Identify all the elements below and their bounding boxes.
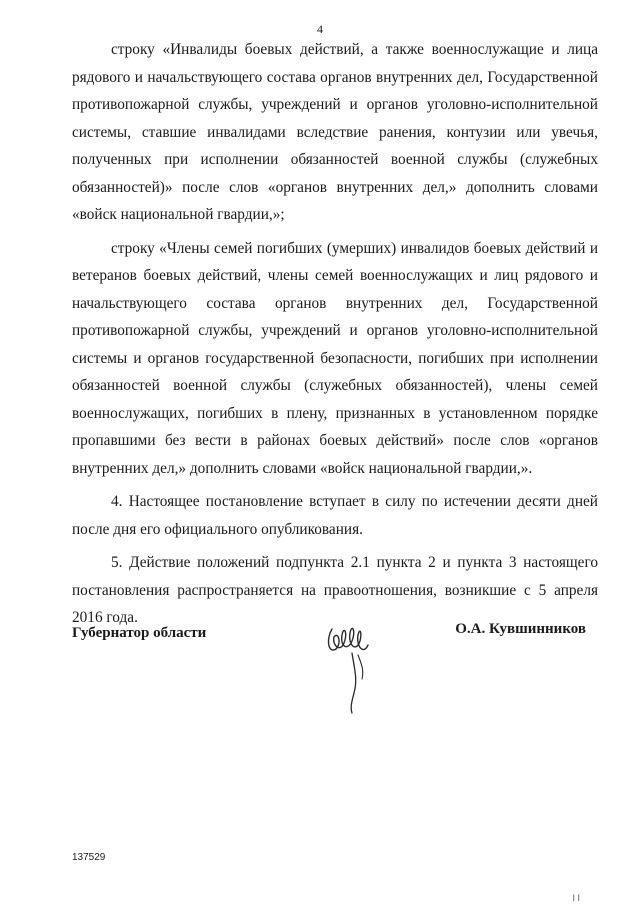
- document-body: [72, 36, 598, 638]
- paragraph-family-members: строку «Члены семей погибших (умерших) инвалидов боевых действий и ветеранов боевых действий, члены семей военнослужащих и лиц рядового и начальствующего состава органов внутренних дел, Государственной противопожарной службы, учреждений и органов уголовно-исполнительной системы и органов государственной безопасности, погибших при исполнении обязанностей военной службы (служебных обязанностей), члены семей военнослужащих, погибших в плену, признанных в установленном порядке пропавшими без вести в районах боевых действий» после слов «органов внутренних дел,» дополнить словами «войск национальной гвардии,».: [72, 239, 598, 477]
- signer-name: О.А. Кувшинников: [455, 621, 586, 637]
- page-number: 4: [317, 22, 323, 36]
- corner-marks: I I: [572, 893, 580, 903]
- document-code: 137529: [72, 852, 106, 863]
- paragraph-clause-4: 4. Настоящее постановление вступает в силу по истечении десяти дней после дня его официального опубликования.: [72, 493, 598, 538]
- handwritten-signature-icon: [322, 609, 382, 719]
- paragraph-disabled-veterans: строку «Инвалиды боевых действий, а также военнослужащие и лица рядового и начальствующего состава органов внутренних дел, Государственной противопожарной службы, учреждений и органов уголовно-исполнительной системы, ставшие инвалидами вследствие ранения, контузии или увечья, полученных при исполнении обязанностей военной службы (служебных обязанностей)» после слов «органов внутренних дел,» дополнить словами «войск национальной гвардии,»;: [72, 41, 598, 223]
- signer-title: Губернатор области: [72, 625, 207, 641]
- signature-block: [72, 615, 598, 725]
- paragraph-clause-5: 5. Действие положений подпункта 2.1 пункта 2 и пункта 3 настоящего постановления распространяется на правоотношения, возникшие с 5 апреля 2016 года.: [72, 554, 598, 626]
